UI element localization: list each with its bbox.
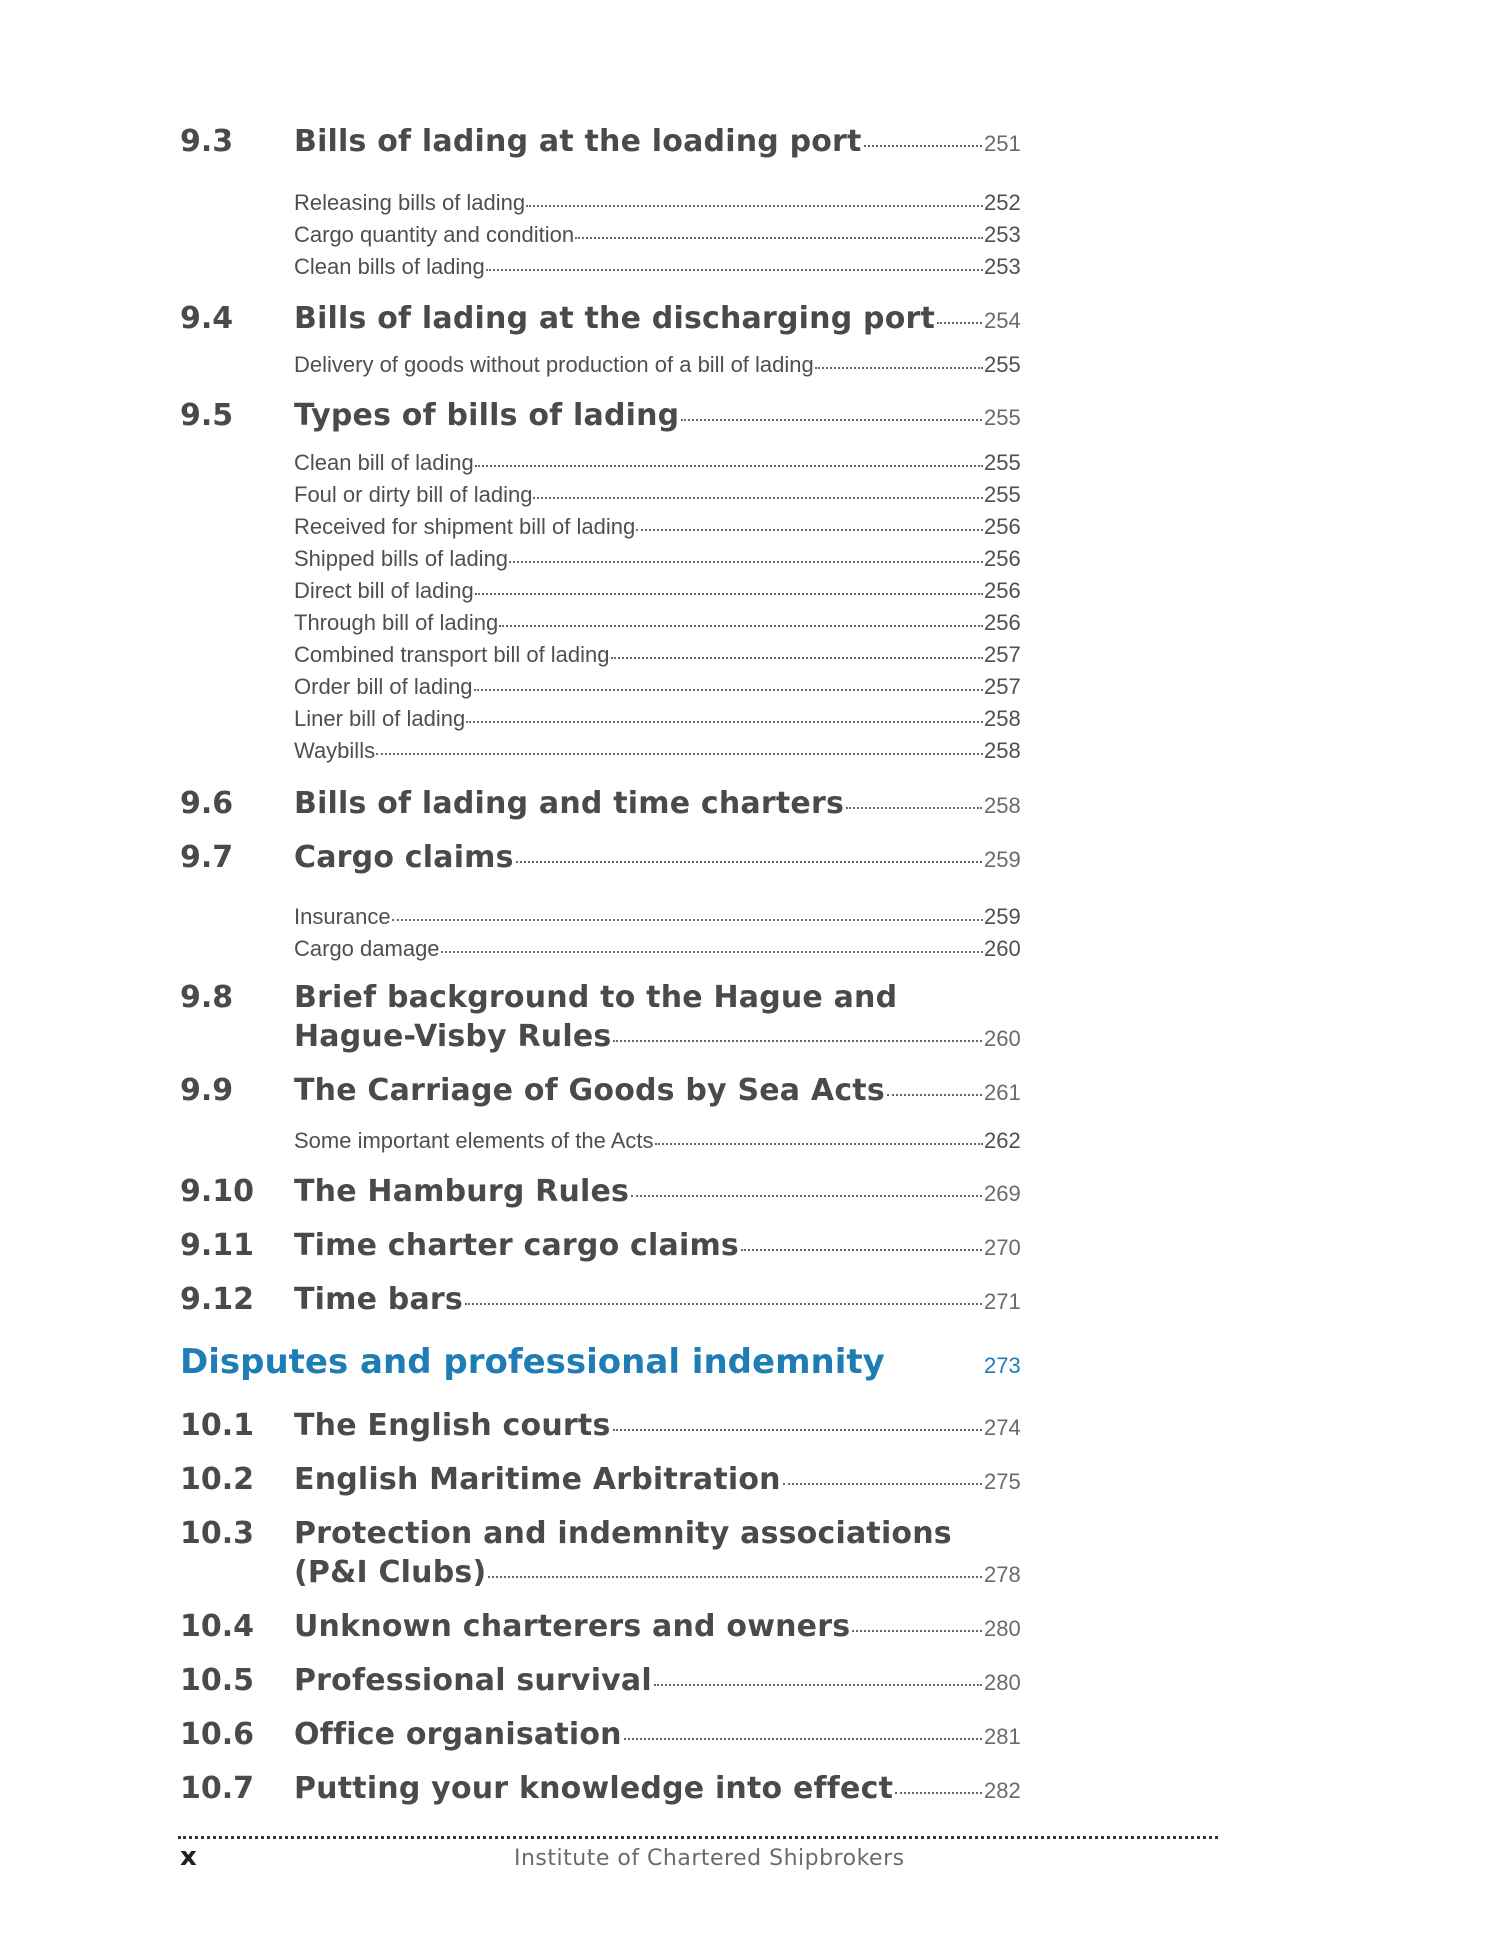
- subsection-title: Insurance: [294, 904, 391, 929]
- page-number: 253: [984, 222, 1021, 247]
- page-number: 258: [984, 706, 1021, 731]
- dot-leader: [937, 322, 982, 324]
- footer-page-number: x: [180, 1842, 197, 1872]
- dot-leader: [864, 145, 982, 147]
- section-title: Types of bills of lading: [294, 398, 680, 433]
- page-number: 269: [984, 1181, 1021, 1206]
- section-number: 9.6: [180, 786, 234, 821]
- section-number: 10.1: [180, 1408, 255, 1443]
- toc-subsection[interactable]: [294, 904, 1020, 930]
- page-number: 255: [984, 450, 1021, 475]
- toc-subsection[interactable]: [294, 222, 1020, 248]
- section-title: Office organisation: [294, 1717, 622, 1752]
- section-number: 10.4: [180, 1609, 255, 1644]
- page-number: 254: [984, 308, 1021, 333]
- dot-leader: [465, 1303, 982, 1305]
- section-title: Professional survival: [294, 1663, 652, 1698]
- chapter-heading[interactable]: [180, 1342, 1020, 1382]
- dot-leader: [631, 1195, 982, 1197]
- page-number: 274: [984, 1415, 1021, 1440]
- toc-subsection[interactable]: [294, 482, 1020, 508]
- subsection-title: Combined transport bill of lading: [294, 642, 610, 667]
- page-number: 258: [984, 793, 1021, 818]
- toc-section-10-6[interactable]: [180, 1717, 1020, 1752]
- section-number: 9.7: [180, 840, 234, 875]
- page-number: 282: [984, 1778, 1021, 1803]
- toc-section-10-2[interactable]: [180, 1462, 1020, 1497]
- subsection-title: Some important elements of the Acts: [294, 1128, 654, 1153]
- section-number: 10.7: [180, 1771, 255, 1806]
- dot-leader: [783, 1483, 982, 1485]
- toc-section-9-3[interactable]: [180, 124, 1020, 159]
- section-title: Putting your knowledge into effect: [294, 1771, 894, 1806]
- page-number: 257: [984, 674, 1021, 699]
- page-number: 256: [984, 578, 1021, 603]
- page-number: 259: [984, 847, 1021, 872]
- dot-leader: [636, 529, 983, 531]
- dot-leader: [526, 205, 983, 207]
- page-number: 262: [984, 1128, 1021, 1153]
- dot-leader: [474, 689, 983, 691]
- page-number: 278: [984, 1562, 1021, 1587]
- toc-section-9-8[interactable]: [180, 980, 1020, 1015]
- toc-section-10-4[interactable]: [180, 1609, 1020, 1644]
- page-number: 261: [984, 1080, 1021, 1105]
- subsection-title: Liner bill of lading: [294, 706, 466, 731]
- subsection-title: Foul or dirty bill of lading: [294, 482, 533, 507]
- section-number: 9.8: [180, 980, 234, 1015]
- dot-leader: [392, 919, 983, 921]
- toc-subsection[interactable]: [294, 578, 1020, 604]
- dot-leader: [466, 721, 983, 723]
- toc-section-10-5[interactable]: [180, 1663, 1020, 1698]
- section-number: 9.4: [180, 301, 234, 336]
- page-number: 255: [984, 352, 1021, 377]
- section-number: 9.9: [180, 1073, 234, 1108]
- section-number: 10.6: [180, 1717, 255, 1752]
- subsection-title: Waybills: [294, 738, 376, 763]
- page-number: 280: [984, 1616, 1021, 1641]
- toc-section-9-11[interactable]: [180, 1228, 1020, 1263]
- dot-leader: [846, 807, 982, 809]
- section-number: 10.5: [180, 1663, 255, 1698]
- section-title: Time bars: [294, 1282, 463, 1317]
- toc-subsection[interactable]: [294, 642, 1020, 668]
- toc-section-9-9[interactable]: [180, 1073, 1020, 1108]
- section-number: 9.11: [180, 1228, 255, 1263]
- subsection-title: Shipped bills of lading: [294, 546, 509, 571]
- page-number: 253: [984, 254, 1021, 279]
- toc-section-10-7[interactable]: [180, 1771, 1020, 1806]
- dot-leader: [895, 1792, 982, 1794]
- page-number: 252: [984, 190, 1021, 215]
- page-number: 281: [984, 1724, 1021, 1749]
- section-title: The Carriage of Goods by Sea Acts: [294, 1073, 885, 1108]
- toc-subsection[interactable]: [294, 514, 1020, 540]
- section-title: Unknown charterers and owners: [294, 1609, 851, 1644]
- toc-section-9-4[interactable]: [180, 301, 1020, 336]
- dot-leader: [499, 625, 983, 627]
- dot-leader: [376, 753, 983, 755]
- subsection-title: Delivery of goods without production of a bill of lading: [294, 352, 814, 377]
- page-number: 251: [984, 131, 1021, 156]
- section-number: 9.10: [180, 1174, 255, 1209]
- page-number: 255: [984, 405, 1021, 430]
- page-number: 256: [984, 514, 1021, 539]
- toc-subsection[interactable]: [294, 610, 1020, 636]
- toc-section-9-8-cont[interactable]: [180, 1019, 1020, 1054]
- page-number: 275: [984, 1469, 1021, 1494]
- dot-leader: [486, 269, 983, 271]
- dot-leader: [516, 861, 982, 863]
- section-title: Cargo claims: [294, 840, 514, 875]
- footer-publisher: Institute of Chartered Shipbrokers: [514, 1846, 905, 1871]
- section-title: The Hamburg Rules: [294, 1174, 630, 1209]
- section-title: The English courts: [294, 1408, 611, 1443]
- dot-leader: [654, 1684, 982, 1686]
- dot-leader: [509, 561, 983, 563]
- subsection-title: Order bill of lading: [294, 674, 473, 699]
- toc-subsection[interactable]: [294, 190, 1020, 216]
- page-number: 271: [984, 1289, 1021, 1314]
- toc-subsection[interactable]: [294, 546, 1020, 572]
- subsection-title: Releasing bills of lading: [294, 190, 526, 215]
- page-number: 259: [984, 904, 1021, 929]
- toc-section-9-6[interactable]: [180, 786, 1020, 821]
- section-title: Bills of lading at the loading port: [294, 124, 862, 159]
- section-number: 10.3: [180, 1516, 255, 1551]
- section-title-line2: Hague-Visby Rules: [294, 1019, 612, 1054]
- dot-leader: [852, 1630, 982, 1632]
- dot-leader: [613, 1429, 982, 1431]
- dot-leader: [624, 1738, 982, 1740]
- toc-subsection[interactable]: [294, 1128, 1020, 1154]
- section-number: 10.2: [180, 1462, 255, 1497]
- subsection-title: Cargo damage: [294, 936, 440, 961]
- toc-section-10-3[interactable]: [180, 1516, 1020, 1551]
- page-number: 255: [984, 482, 1021, 507]
- page-number: 256: [984, 610, 1021, 635]
- page-number: 257: [984, 642, 1021, 667]
- subsection-title: Received for shipment bill of lading: [294, 514, 636, 539]
- page-number: 256: [984, 546, 1021, 571]
- page-number: 260: [984, 936, 1021, 961]
- toc-section-10-1[interactable]: [180, 1408, 1020, 1443]
- toc-subsection[interactable]: [294, 450, 1020, 476]
- dot-leader: [611, 657, 983, 659]
- section-title: Time charter cargo claims: [294, 1228, 739, 1263]
- subsection-title: Through bill of lading: [294, 610, 499, 635]
- page-number: 258: [984, 738, 1021, 763]
- section-number: 9.12: [180, 1282, 255, 1317]
- dot-leader: [741, 1249, 982, 1251]
- toc-section-9-7[interactable]: [180, 840, 1020, 875]
- section-title-line2: (P&I Clubs): [294, 1555, 487, 1590]
- toc-subsection[interactable]: [294, 936, 1020, 962]
- page-number: 270: [984, 1235, 1021, 1260]
- section-title-line1: Protection and indemnity associations: [294, 1516, 952, 1551]
- section-title: Bills of lading and time charters: [294, 786, 844, 821]
- subsection-title: Clean bill of lading: [294, 450, 474, 475]
- toc-section-9-5[interactable]: [180, 398, 1020, 433]
- toc-subsection[interactable]: [294, 738, 1020, 764]
- section-title-line1: Brief background to the Hague and: [294, 980, 898, 1015]
- dot-leader: [533, 497, 983, 499]
- toc-subsection[interactable]: [294, 674, 1020, 700]
- section-number: 9.3: [180, 124, 234, 159]
- subsection-title: Cargo quantity and condition: [294, 222, 575, 247]
- toc-subsection[interactable]: [294, 706, 1020, 732]
- section-title: English Maritime Arbitration: [294, 1462, 781, 1497]
- dot-leader: [475, 593, 983, 595]
- section-number: 9.5: [180, 398, 234, 433]
- dot-leader: [887, 1094, 982, 1096]
- toc-section-9-10[interactable]: [180, 1174, 1020, 1209]
- footer-rule: [178, 1836, 1218, 1839]
- dot-leader: [441, 951, 983, 953]
- subsection-title: Clean bills of lading: [294, 254, 485, 279]
- dot-leader: [475, 465, 983, 467]
- toc-section-9-12[interactable]: [180, 1282, 1020, 1317]
- toc-subsection[interactable]: [294, 254, 1020, 280]
- page-number: 260: [984, 1026, 1021, 1051]
- dot-leader: [815, 367, 983, 369]
- dot-leader: [613, 1040, 982, 1042]
- dot-leader: [681, 419, 982, 421]
- dot-leader: [575, 237, 983, 239]
- subsection-title: Direct bill of lading: [294, 578, 474, 603]
- dot-leader: [655, 1143, 983, 1145]
- chapter-title: Disputes and professional indemnity: [180, 1342, 885, 1382]
- page-number: 280: [984, 1670, 1021, 1695]
- toc-section-10-3-cont[interactable]: [180, 1555, 1020, 1590]
- dot-leader: [488, 1576, 982, 1578]
- toc-subsection[interactable]: [294, 352, 1020, 378]
- chapter-page-number: 273: [984, 1353, 1021, 1378]
- section-title: Bills of lading at the discharging port: [294, 301, 936, 336]
